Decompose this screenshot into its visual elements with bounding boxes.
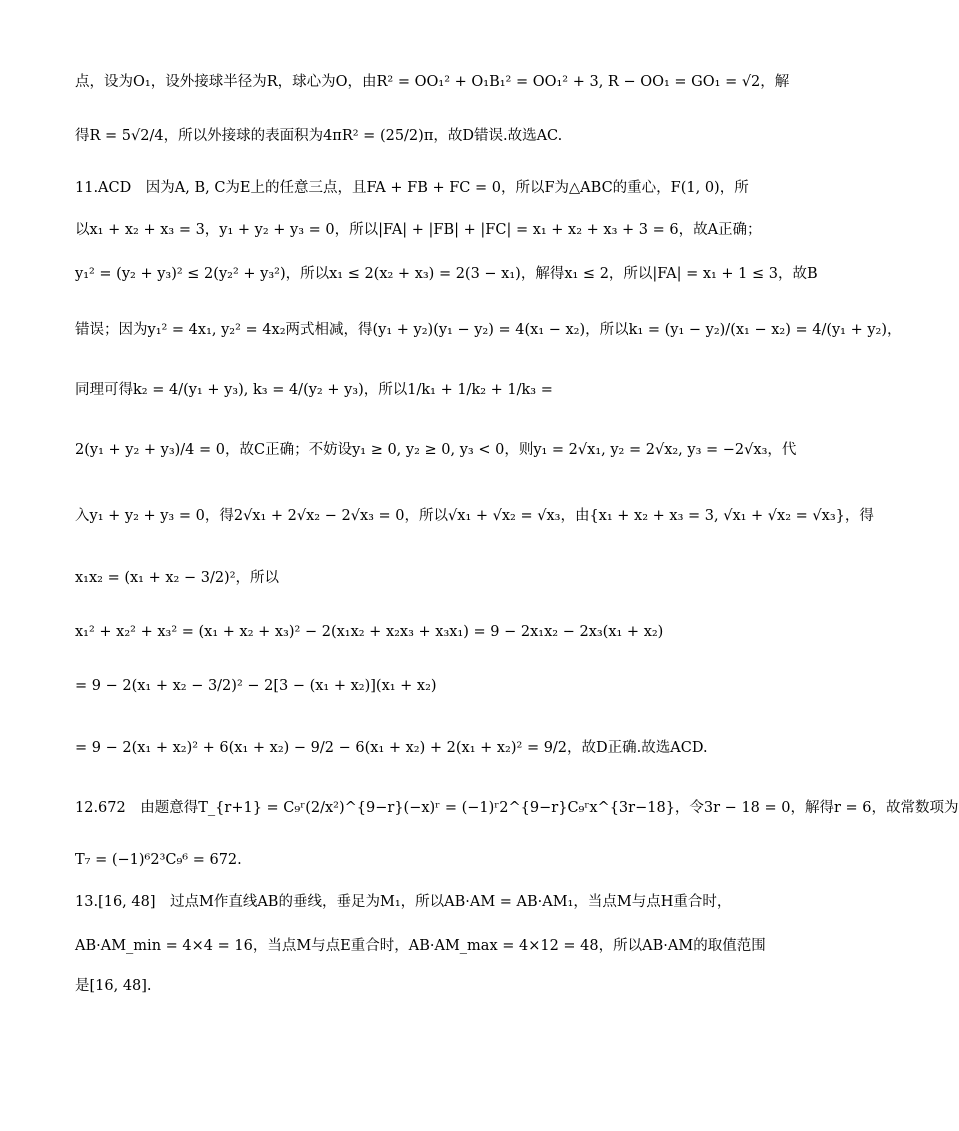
text-line: 以x₁ + x₂ + x₃ = 3，y₁ + y₂ + y₃ = 0，所以|FA| + |FB| + |FC| = x₁ + x₂ + x₃ + 3 = 6，故A正确；	[75, 222, 762, 238]
text-line: = 9 − 2(x₁ + x₂ − 3/2)² − 2[3 − (x₁ + x₂)](x₁ + x₂)	[75, 678, 437, 694]
text-line: x₁² + x₂² + x₃² = (x₁ + x₂ + x₃)² − 2(x₁x₂ + x₂x₃ + x₃x₁) = 9 − 2x₁x₂ − 2x₃(x₁ + x₂)	[75, 624, 664, 640]
text-line: y₁² = (y₂ + y₃)² ≤ 2(y₂² + y₃²)，所以x₁ ≤ 2(x₂ + x₃) = 2(3 − x₁)，解得x₁ ≤ 2，所以|FA| = x₁ + 1 ≤ 3，故B	[75, 266, 818, 282]
text-line: T₇ = (−1)⁶2³C₉⁶ = 672.	[75, 852, 242, 868]
text-line: 错误；因为y₁² = 4x₁, y₂² = 4x₂两式相减，得(y₁ + y₂)(y₁ − y₂) = 4(x₁ − x₂)，所以k₁ = (y₁ − y₂)/(x₁ − x₂) = 4/(y₁ + y₂)，	[75, 322, 902, 338]
text-line: 入y₁ + y₂ + y₃ = 0，得2√x₁ + 2√x₂ − 2√x₃ = 0，所以√x₁ + √x₂ = √x₃，由{x₁ + x₂ + x₃ = 3, √x₁ + √x₂ = √x₃}，得	[75, 508, 874, 524]
text-line: = 9 − 2(x₁ + x₂)² + 6(x₁ + x₂) − 9/2 − 6(x₁ + x₂) + 2(x₁ + x₂)² = 9/2，故D正确.故选ACD.	[75, 740, 708, 756]
text-line: 点，设为O₁，设外接球半径为R，球心为O，由R² = OO₁² + O₁B₁² = OO₁² + 3, R − OO₁ = GO₁ = √2，解	[75, 74, 790, 90]
text-line: 12.672 由题意得T_{r+1} = C₉ʳ(2/x²)^{9−r}(−x)ʳ = (−1)ʳ2^{9−r}C₉ʳx^{3r−18}，令3r − 18 = 0，解得r = 6，故常数项为	[75, 800, 959, 816]
text-line: 13.[16, 48] 过点M作直线AB的垂线，垂足为M₁，所以AB·AM = AB·AM₁，当点M与点H重合时，	[75, 894, 732, 910]
text-line: x₁x₂ = (x₁ + x₂ − 3/2)²，所以	[75, 570, 280, 586]
text-line: AB·AM_min = 4×4 = 16，当点M与点E重合时，AB·AM_max = 4×12 = 48，所以AB·AM的取值范围	[75, 938, 766, 954]
text-line: 2(y₁ + y₂ + y₃)/4 = 0，故C正确；不妨设y₁ ≥ 0, y₂ ≥ 0, y₃ < 0，则y₁ = 2√x₁, y₂ = 2√x₂, y₃ = −2√x₃，代	[75, 442, 797, 458]
text-line: 得R = 5√2/4，所以外接球的表面积为4πR² = (25/2)π，故D错误.故选AC.	[75, 128, 563, 144]
text-line: 11.ACD 因为A, B, C为E上的任意三点，且FA + FB + FC = 0，所以F为△ABC的重心，F(1, 0)，所	[75, 180, 749, 196]
text-line: 是[16, 48].	[75, 978, 152, 994]
text-line: 同理可得k₂ = 4/(y₁ + y₃), k₃ = 4/(y₂ + y₃)，所以1/k₁ + 1/k₂ + 1/k₃ =	[75, 382, 553, 398]
